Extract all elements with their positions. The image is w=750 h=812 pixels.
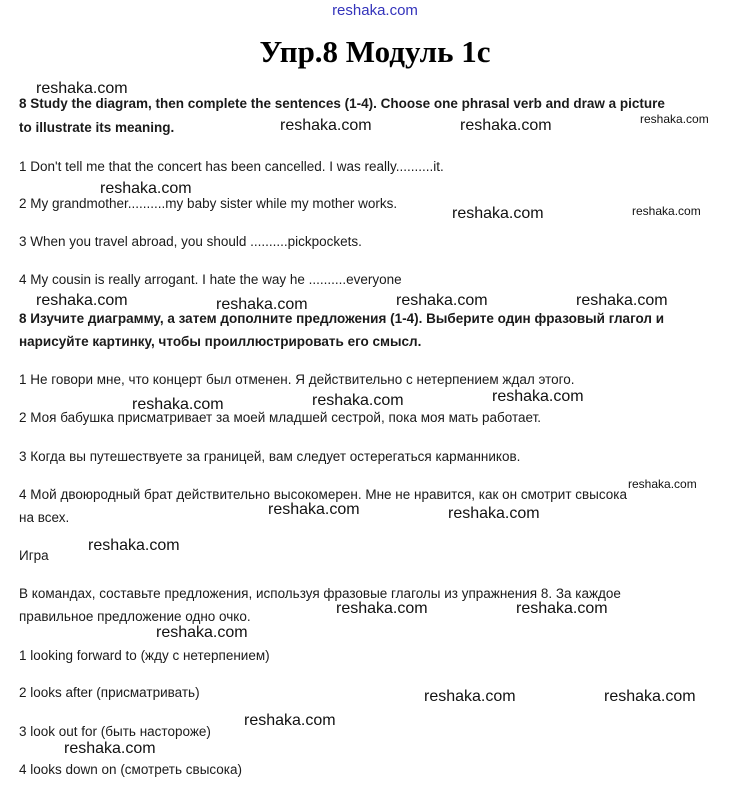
watermark: reshaka.com (516, 600, 608, 617)
english-sentence-2: 2 My grandmother..........my baby sister while my mother works. (19, 196, 398, 211)
english-task-line-2: to illustrate its meaning. (19, 120, 175, 135)
game-item-4: 4 looks down on (смотреть свысока) (19, 762, 243, 777)
watermark: reshaka.com (448, 505, 540, 522)
watermark: reshaka.com (604, 688, 696, 705)
watermark: reshaka.com (312, 392, 404, 409)
watermark: reshaka.com (36, 292, 128, 309)
watermark: reshaka.com (492, 388, 584, 405)
game-instructions-line-1: В командах, составьте предложения, используя фразовые глаголы из упражнения 8. За каждое (19, 586, 621, 601)
watermark: reshaka.com (36, 80, 128, 97)
watermark: reshaka.com (216, 296, 308, 313)
game-item-1: 1 looking forward to (жду с нетерпением) (19, 648, 270, 663)
watermark: reshaka.com (396, 292, 488, 309)
watermark: reshaka.com (460, 117, 552, 134)
russian-sentence-1: 1 Не говори мне, что концерт был отменен. Я действительно с нетерпением ждал этого. (19, 372, 575, 387)
english-task-line-1: 8 Study the diagram, then complete the sentences (1-4). Choose one phrasal verb and draw a picture (19, 96, 665, 111)
game-item-3: 3 look out for (быть настороже) (19, 724, 211, 739)
watermark: reshaka.com (100, 180, 192, 197)
watermark: reshaka.com (632, 204, 701, 218)
watermark: reshaka.com (132, 396, 224, 413)
russian-sentence-2: 2 Моя бабушка присматривает за моей младшей сестрой, пока моя мать работает. (19, 410, 542, 425)
watermark: reshaka.com (452, 205, 544, 222)
game-item-2: 2 looks after (присматривать) (19, 685, 200, 700)
russian-sentence-3: 3 Когда вы путешествуете за границей, вам следует остерегаться карманников. (19, 449, 521, 464)
russian-task-line-1: 8 Изучите диаграмму, а затем дополните предложения (1-4). Выберите один фразовый глагол и (19, 311, 665, 326)
russian-sentence-4-cont: на всех. (19, 510, 70, 525)
watermark: reshaka.com (244, 712, 336, 729)
russian-sentence-4: 4 Мой двоюродный брат действительно высокомерен. Мне не нравится, как он смотрит свысока (19, 487, 628, 502)
watermark: reshaka.com (628, 477, 697, 491)
watermark: reshaka.com (424, 688, 516, 705)
watermark: reshaka.com (88, 537, 180, 554)
watermark: reshaka.com (640, 112, 709, 126)
watermark: reshaka.com (268, 501, 360, 518)
english-sentence-1: 1 Don't tell me that the concert has been cancelled. I was really..........it. (19, 159, 444, 174)
english-sentence-4: 4 My cousin is really arrogant. I hate the way he ..........everyone (19, 272, 402, 287)
watermark: reshaka.com (280, 117, 372, 134)
watermark: reshaka.com (336, 600, 428, 617)
page-title: Упр.8 Модуль 1с (259, 34, 491, 69)
game-heading: Игра (19, 548, 49, 563)
watermark: reshaka.com (64, 740, 156, 757)
russian-task-line-2: нарисуйте картинку, чтобы проиллюстрировать его смысл. (19, 334, 422, 349)
watermark: reshaka.com (576, 292, 668, 309)
watermark: reshaka.com (156, 624, 248, 641)
game-instructions-line-2: правильное предложение одно очко. (19, 609, 251, 624)
site-link[interactable]: reshaka.com (332, 2, 418, 19)
english-sentence-3: 3 When you travel abroad, you should ..........pickpockets. (19, 234, 362, 249)
